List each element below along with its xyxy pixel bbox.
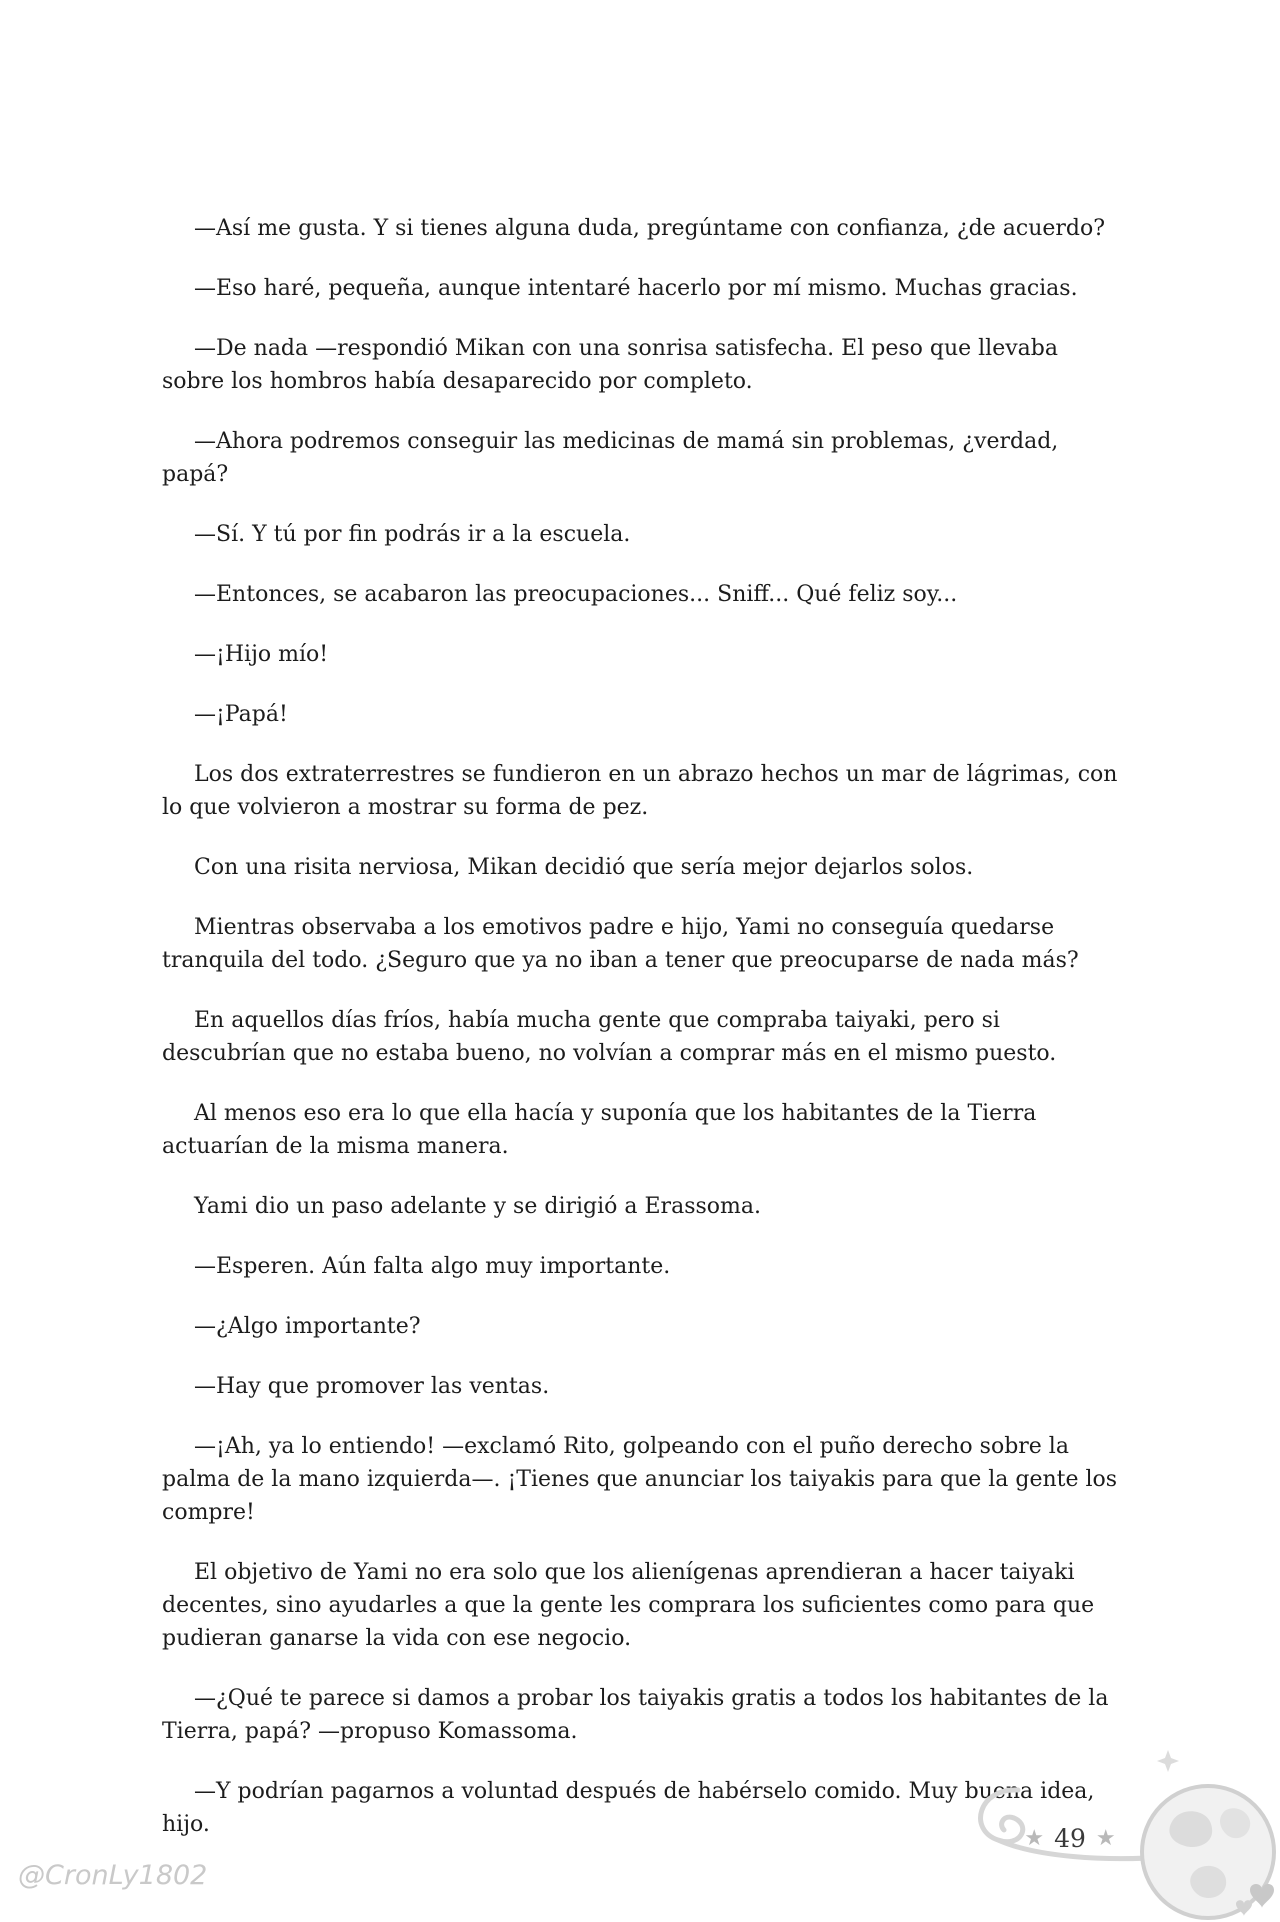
paragraph: Mientras observaba a los emotivos padre e hijo, Yami no conseguía quedarse tranquila del todo. ¿Seguro que ya no iban a tener que preocuparse de nada más?	[162, 915, 1079, 973]
paragraph: El objetivo de Yami no era solo que los alienígenas aprendieran a hacer taiyaki decentes, sino ayudarles a que la gente les comprara los suficientes como para que pudieran ganarse la vida con ese negocio.	[162, 1560, 1095, 1651]
star-icon: ★	[1024, 1825, 1045, 1851]
paragraph: —¡Papá!	[194, 702, 288, 727]
paragraph: —Hay que promover las ventas.	[194, 1374, 550, 1399]
paragraph: —Ahora podremos conseguir las medicinas de mamá sin problemas, ¿verdad, papá?	[162, 429, 1059, 487]
paragraph: —De nada —respondió Mikan con una sonrisa satisfecha. El peso que llevaba sobre los hombros había desaparecido por completo.	[162, 336, 1058, 394]
sparkle-icon	[1157, 1750, 1179, 1772]
paragraph: —Y podrían pagarnos a voluntad después de habérselo comido. Muy buena idea, hijo.	[162, 1779, 1095, 1837]
paragraph: Yami dio un paso adelante y se dirigió a Erassoma.	[194, 1194, 761, 1219]
paragraph: —¿Qué te parece si damos a probar los taiyakis gratis a todos los habitantes de la Tierra, papá? —propuso Komassoma.	[162, 1686, 1109, 1744]
paragraph: Al menos eso era lo que ella hacía y suponía que los habitantes de la Tierra actuarían de la misma manera.	[162, 1101, 1037, 1159]
paragraph: —¡Ah, ya lo entiendo! —exclamó Rito, golpeando con el puño derecho sobre la palma de la mano izquierda—. ¡Tienes que anunciar los taiyakis para que la gente los compre!	[162, 1434, 1118, 1525]
page-number: 49	[1054, 1823, 1086, 1853]
watermark-text: @CronLy1802	[18, 1860, 208, 1891]
body-text	[162, 212, 1122, 1868]
paragraph: —¡Hijo mío!	[194, 642, 329, 667]
paragraph: —Eso haré, pequeña, aunque intentaré hacerlo por mí mismo. Muchas gracias.	[194, 276, 1078, 301]
star-icon: ★	[1095, 1825, 1116, 1851]
paragraph: —Sí. Y tú por fin podrás ir a la escuela.	[194, 522, 631, 547]
paragraph: En aquellos días fríos, había mucha gente que compraba taiyaki, pero si descubrían que no estaba bueno, no volvían a comprar más en el mismo puesto.	[162, 1008, 1057, 1066]
paragraph: Los dos extraterrestres se fundieron en un abrazo hechos un mar de lágrimas, con lo que volvieron a mostrar su forma de pez.	[162, 762, 1118, 820]
paragraph: —¿Algo importante?	[194, 1314, 421, 1339]
paragraph: Con una risita nerviosa, Mikan decidió que sería mejor dejarlos solos.	[194, 855, 974, 880]
paragraph: —Así me gusta. Y si tienes alguna duda, pregúntame con confianza, ¿de acuerdo?	[194, 216, 1106, 241]
paragraph: —Entonces, se acabaron las preocupaciones... Sniff... Qué feliz soy...	[194, 582, 958, 607]
paragraph: —Esperen. Aún falta algo muy importante.	[194, 1254, 671, 1279]
page-number-group	[1010, 1818, 1130, 1858]
